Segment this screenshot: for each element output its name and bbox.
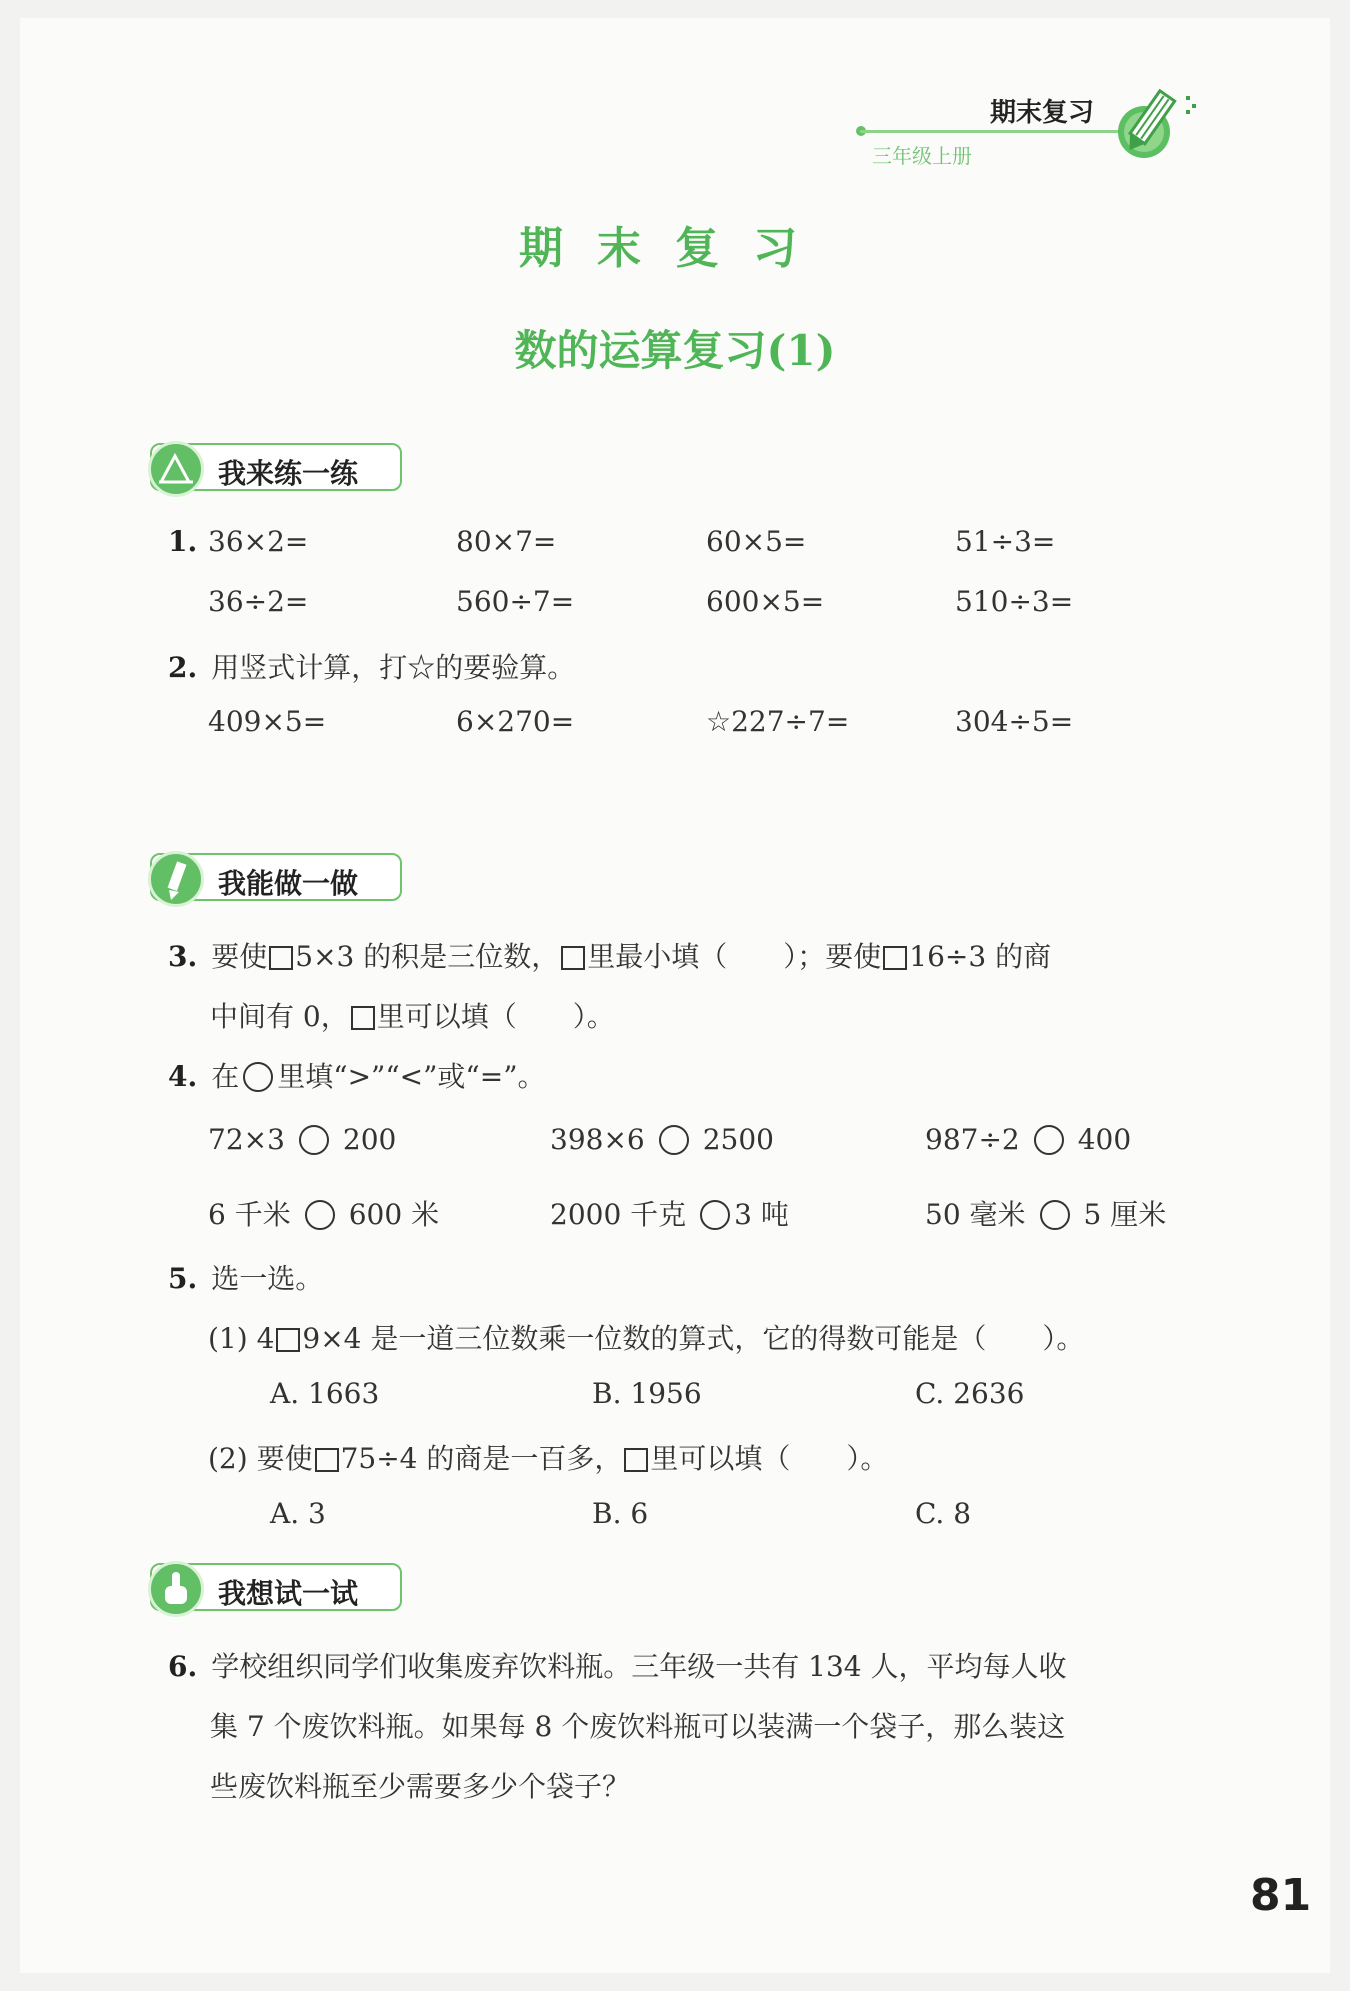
blank-box: [624, 1448, 648, 1472]
compare-item: 987÷2 400: [925, 1123, 1132, 1156]
circle-blank: [299, 1125, 329, 1155]
circle-blank: [305, 1200, 335, 1230]
page-number: 81: [1250, 1870, 1312, 1921]
equation: 36×2=: [208, 525, 309, 558]
equation: 510÷3=: [955, 585, 1074, 618]
circle-blank: [1034, 1125, 1064, 1155]
question-6-line-3: 些废饮料瓶至少需要多少个袋子？: [210, 1770, 631, 1803]
question-5-part-1: (1) 4 9×4 是一道三位数乘一位数的算式，它的得数可能是（ ）。: [208, 1322, 1085, 1355]
question-number: 2.: [168, 651, 198, 684]
page-subtitle: 数的运算复习(1): [514, 326, 836, 375]
equation: 36÷2=: [208, 585, 309, 618]
question-6-line-2: 集 7 个废饮料瓶。如果每 8 个废饮料瓶可以装满一个袋子，那么装这: [210, 1710, 1066, 1743]
question-number: 1.: [168, 525, 198, 558]
section-practice: [150, 443, 402, 491]
text: 5×3 的积是三位数，: [295, 940, 560, 973]
circle-blank: [659, 1125, 689, 1155]
blank-box: [351, 1006, 375, 1030]
question-number: 4.: [168, 1060, 198, 1093]
circle-blank: [700, 1200, 730, 1230]
option-b: B. 1956: [592, 1377, 702, 1410]
option-c: C. 2636: [915, 1377, 1025, 1410]
question-3-line-2: [210, 995, 615, 1035]
question-number: 3.: [168, 940, 198, 973]
ruler-icon: [148, 441, 204, 497]
page-title: 期末复习: [519, 223, 831, 274]
text: 里最小填（ ）；要使: [587, 940, 882, 973]
question-4: [168, 1055, 546, 1095]
compare-item: 398×6 2500: [550, 1123, 774, 1156]
equation: 409×5=: [208, 705, 327, 738]
equation: 80×7=: [456, 525, 557, 558]
text: 要使: [211, 940, 268, 973]
header-subtitle: 三年级上册: [872, 144, 972, 168]
question-2: [168, 646, 575, 686]
header-line: [860, 130, 1120, 133]
pencil-icon: [1110, 84, 1200, 164]
option-c: C. 8: [915, 1497, 972, 1530]
question-number: 5.: [168, 1262, 198, 1295]
compare-item: 50 毫米 5 厘米: [925, 1198, 1167, 1231]
text: 里可以填（ ）。: [376, 1000, 615, 1033]
blank-box: [561, 946, 585, 970]
equation: ☆227÷7=: [706, 705, 850, 738]
question-number: 6.: [168, 1650, 198, 1683]
circle-blank: [243, 1062, 273, 1092]
question-text: 选一选。: [211, 1262, 324, 1295]
question-5-part-2: (2) 要使 75÷4 的商是一百多， 里可以填（ ）。: [208, 1442, 889, 1475]
compare-item: 2000 千克 3 吨: [550, 1198, 789, 1231]
question-text: 用竖式计算，打☆的要验算。: [211, 651, 576, 684]
blank-box: [276, 1328, 300, 1352]
equation: 51÷3=: [955, 525, 1056, 558]
section-apply: [150, 853, 402, 901]
option-a: A. 1663: [270, 1377, 380, 1410]
equation: 6×270=: [456, 705, 575, 738]
hand-icon: [148, 1561, 204, 1617]
text: 学校组织同学们收集废弃饮料瓶。三年级一共有 134 人，平均每人收: [211, 1650, 1067, 1683]
question-3-line-1: [168, 935, 1051, 975]
section-apply-label: 我能做一做: [218, 867, 359, 900]
text: 中间有 0，: [210, 1000, 349, 1033]
option-b: B. 6: [592, 1497, 649, 1530]
compare-item: 6 千米 600 米: [208, 1198, 440, 1231]
pencil-badge-icon: [148, 851, 204, 907]
blank-box: [883, 946, 907, 970]
blank-box: [315, 1448, 339, 1472]
section-challenge: [150, 1563, 402, 1611]
equation: 304÷5=: [955, 705, 1074, 738]
text: 在: [211, 1060, 240, 1093]
blank-box: [269, 946, 293, 970]
circle-blank: [1040, 1200, 1070, 1230]
text: 16÷3 的商: [909, 940, 1052, 973]
section-practice-label: 我来练一练: [218, 457, 359, 490]
equation: 60×5=: [706, 525, 807, 558]
question-5: [168, 1257, 323, 1297]
question-6-line-1: [168, 1645, 1066, 1685]
header-title: 期末复习: [990, 98, 1095, 128]
section-challenge-label: 我想试一试: [218, 1577, 359, 1610]
equation: 600×5=: [706, 585, 825, 618]
question-1: [168, 525, 211, 558]
compare-item: 72×3 200: [208, 1123, 397, 1156]
option-a: A. 3: [270, 1497, 326, 1530]
text: 里填“>”“<”或“=”。: [277, 1060, 546, 1093]
equation: 560÷7=: [456, 585, 575, 618]
